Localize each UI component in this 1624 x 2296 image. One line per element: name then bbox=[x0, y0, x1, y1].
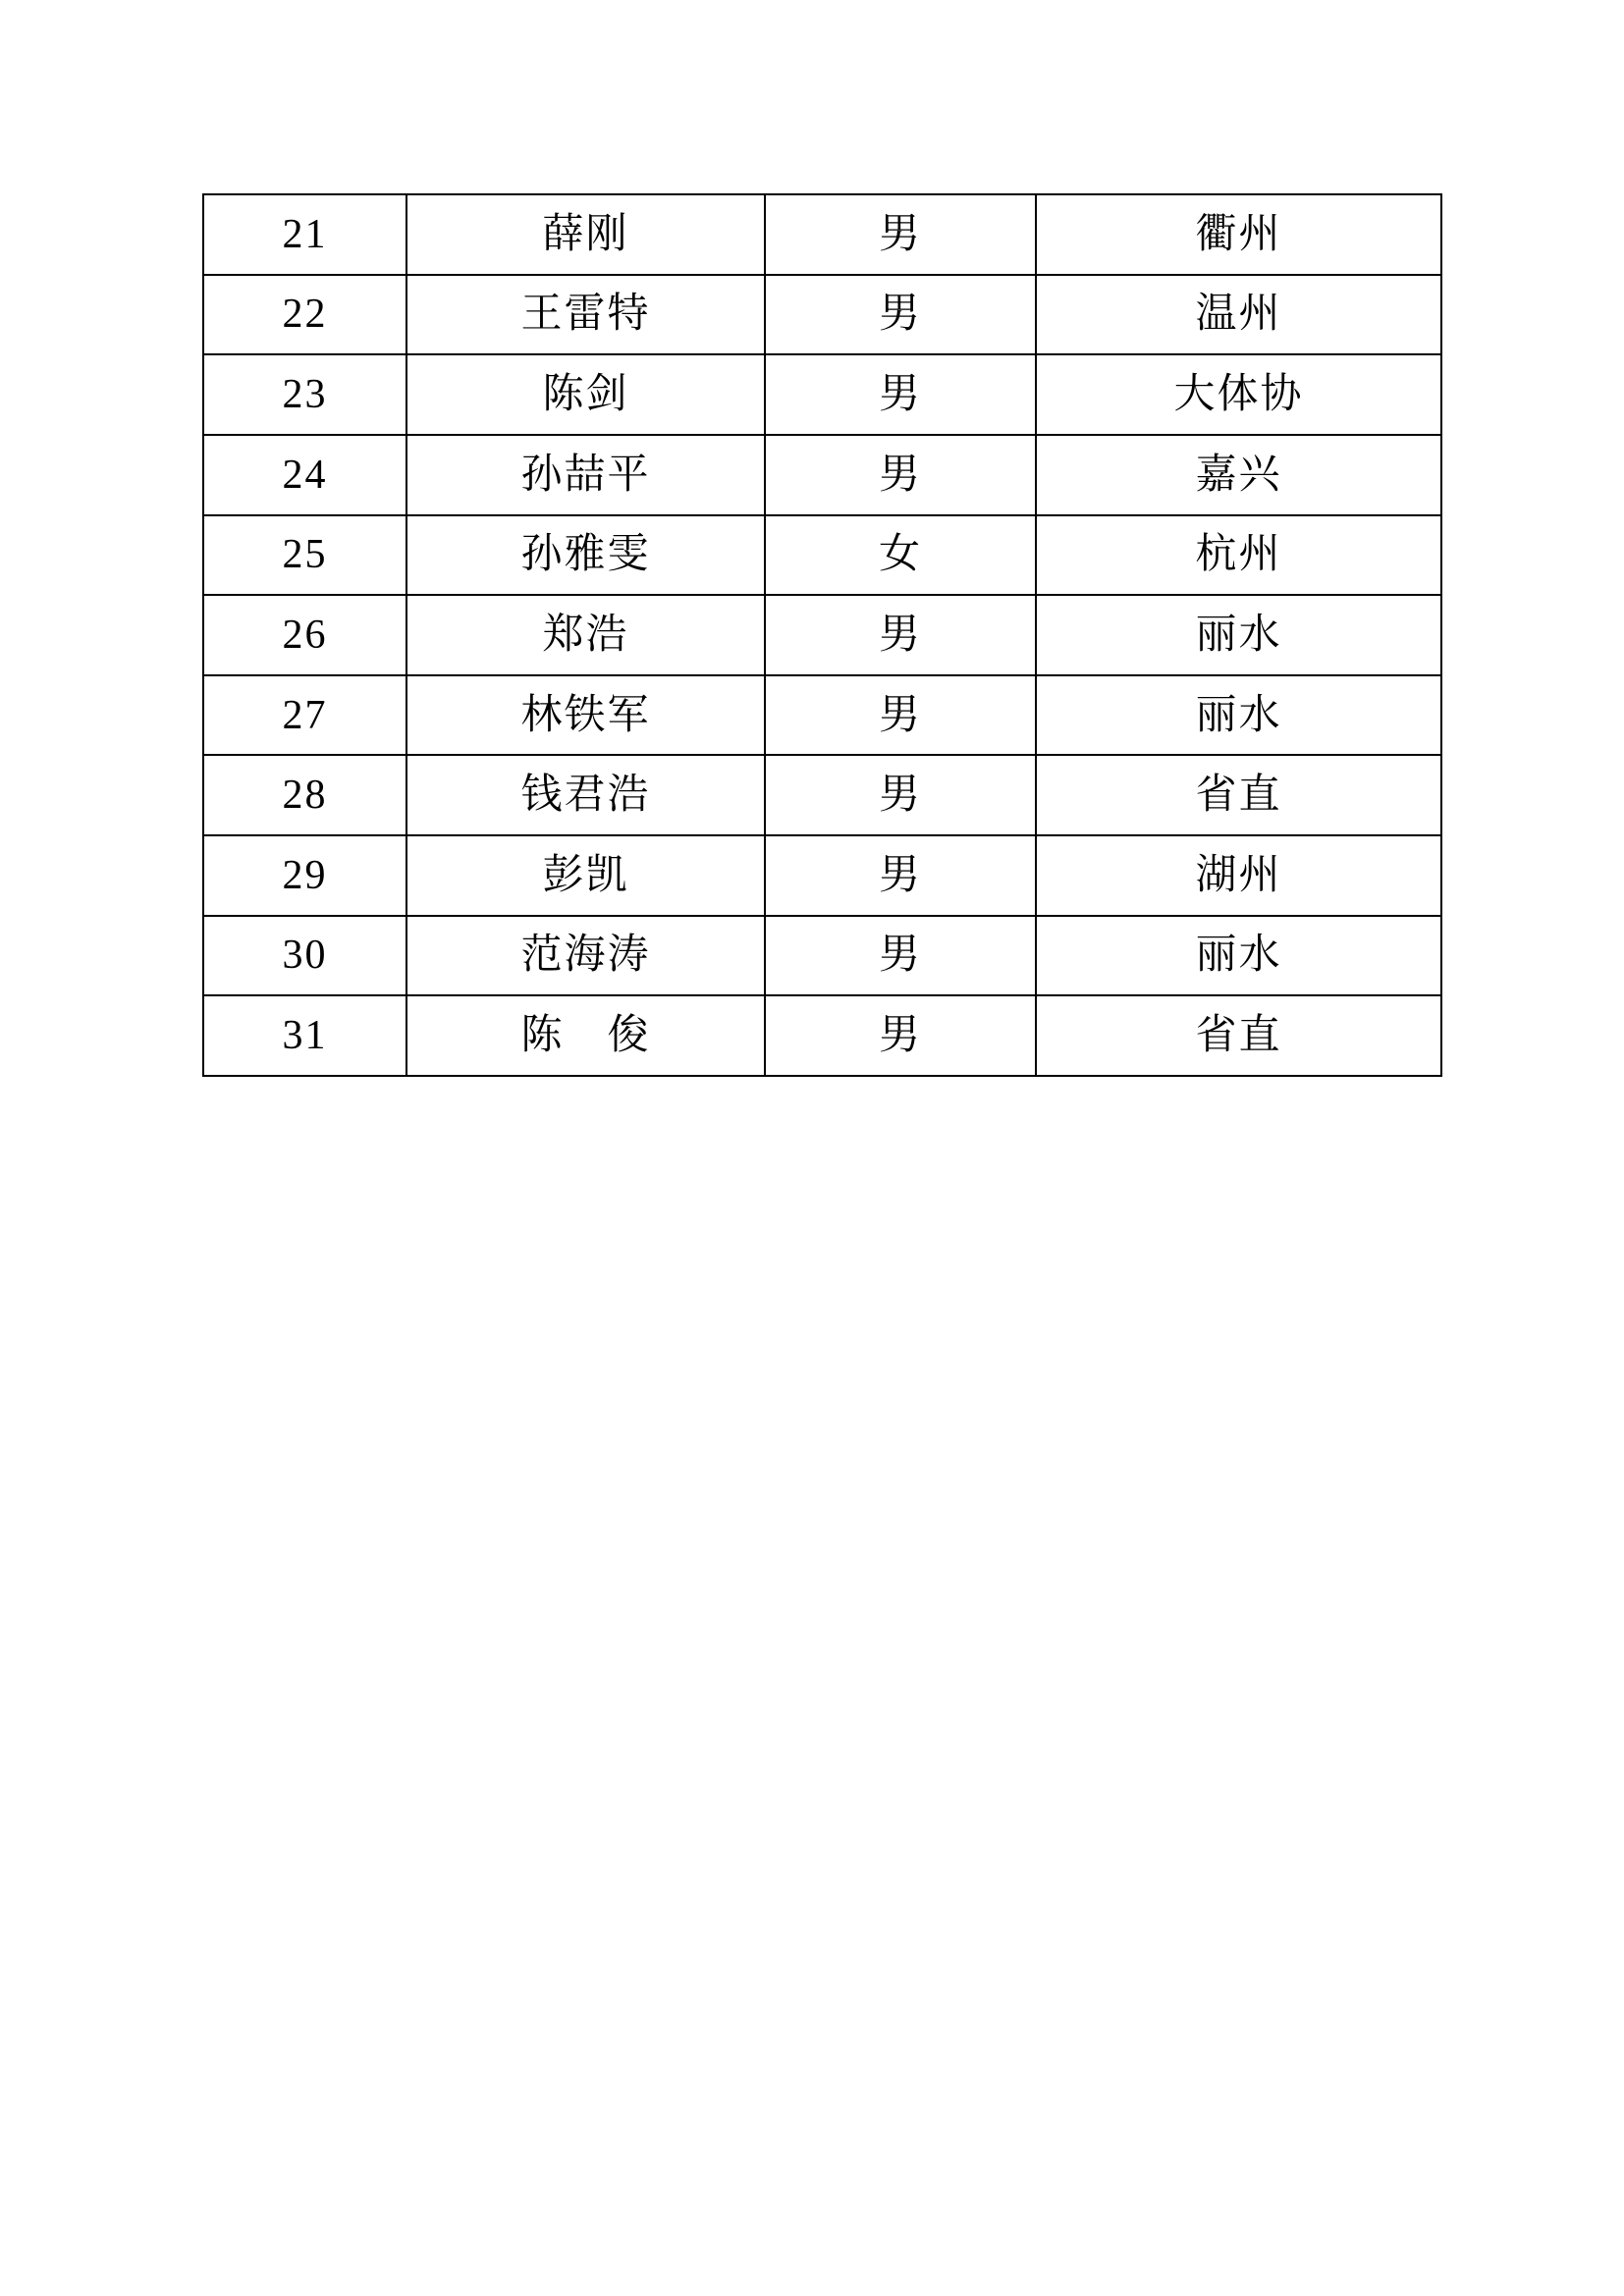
table-row bbox=[203, 835, 1441, 916]
cell-gender: 男 bbox=[765, 595, 1036, 675]
cell-region: 嘉兴 bbox=[1036, 435, 1441, 515]
cell-gender: 男 bbox=[765, 275, 1036, 355]
cell-region: 丽水 bbox=[1036, 916, 1441, 996]
cell-name: 范海涛 bbox=[406, 916, 765, 996]
table-row bbox=[203, 595, 1441, 675]
cell-gender: 男 bbox=[765, 435, 1036, 515]
cell-gender: 男 bbox=[765, 755, 1036, 835]
cell-number: 23 bbox=[203, 354, 406, 435]
cell-gender: 男 bbox=[765, 835, 1036, 916]
cell-number: 22 bbox=[203, 275, 406, 355]
cell-name: 薛刚 bbox=[406, 194, 765, 275]
cell-name: 陈剑 bbox=[406, 354, 765, 435]
cell-name: 王雷特 bbox=[406, 275, 765, 355]
cell-number: 30 bbox=[203, 916, 406, 996]
cell-name: 孙雅雯 bbox=[406, 515, 765, 596]
cell-number: 21 bbox=[203, 194, 406, 275]
table-row bbox=[203, 995, 1441, 1076]
table-row bbox=[203, 755, 1441, 835]
cell-name: 林铁军 bbox=[406, 675, 765, 756]
cell-number: 29 bbox=[203, 835, 406, 916]
cell-name: 郑浩 bbox=[406, 595, 765, 675]
roster-table bbox=[202, 193, 1442, 1077]
roster-table-body bbox=[203, 194, 1441, 1076]
cell-region: 丽水 bbox=[1036, 675, 1441, 756]
cell-name: 陈 俊 bbox=[406, 995, 765, 1076]
table-row bbox=[203, 194, 1441, 275]
cell-region: 大体协 bbox=[1036, 354, 1441, 435]
cell-number: 26 bbox=[203, 595, 406, 675]
cell-gender: 男 bbox=[765, 916, 1036, 996]
table-row bbox=[203, 675, 1441, 756]
cell-number: 25 bbox=[203, 515, 406, 596]
cell-number: 27 bbox=[203, 675, 406, 756]
cell-number: 24 bbox=[203, 435, 406, 515]
cell-gender: 女 bbox=[765, 515, 1036, 596]
cell-gender: 男 bbox=[765, 194, 1036, 275]
cell-region: 温州 bbox=[1036, 275, 1441, 355]
cell-name: 孙喆平 bbox=[406, 435, 765, 515]
cell-name: 钱君浩 bbox=[406, 755, 765, 835]
cell-number: 31 bbox=[203, 995, 406, 1076]
cell-name: 彭凯 bbox=[406, 835, 765, 916]
cell-number: 28 bbox=[203, 755, 406, 835]
cell-region: 丽水 bbox=[1036, 595, 1441, 675]
table-row bbox=[203, 916, 1441, 996]
cell-region: 省直 bbox=[1036, 995, 1441, 1076]
cell-region: 杭州 bbox=[1036, 515, 1441, 596]
cell-region: 衢州 bbox=[1036, 194, 1441, 275]
cell-region: 省直 bbox=[1036, 755, 1441, 835]
table-row bbox=[203, 275, 1441, 355]
table-row bbox=[203, 354, 1441, 435]
cell-gender: 男 bbox=[765, 675, 1036, 756]
table-row bbox=[203, 515, 1441, 596]
cell-gender: 男 bbox=[765, 354, 1036, 435]
table-row bbox=[203, 435, 1441, 515]
cell-region: 湖州 bbox=[1036, 835, 1441, 916]
cell-gender: 男 bbox=[765, 995, 1036, 1076]
